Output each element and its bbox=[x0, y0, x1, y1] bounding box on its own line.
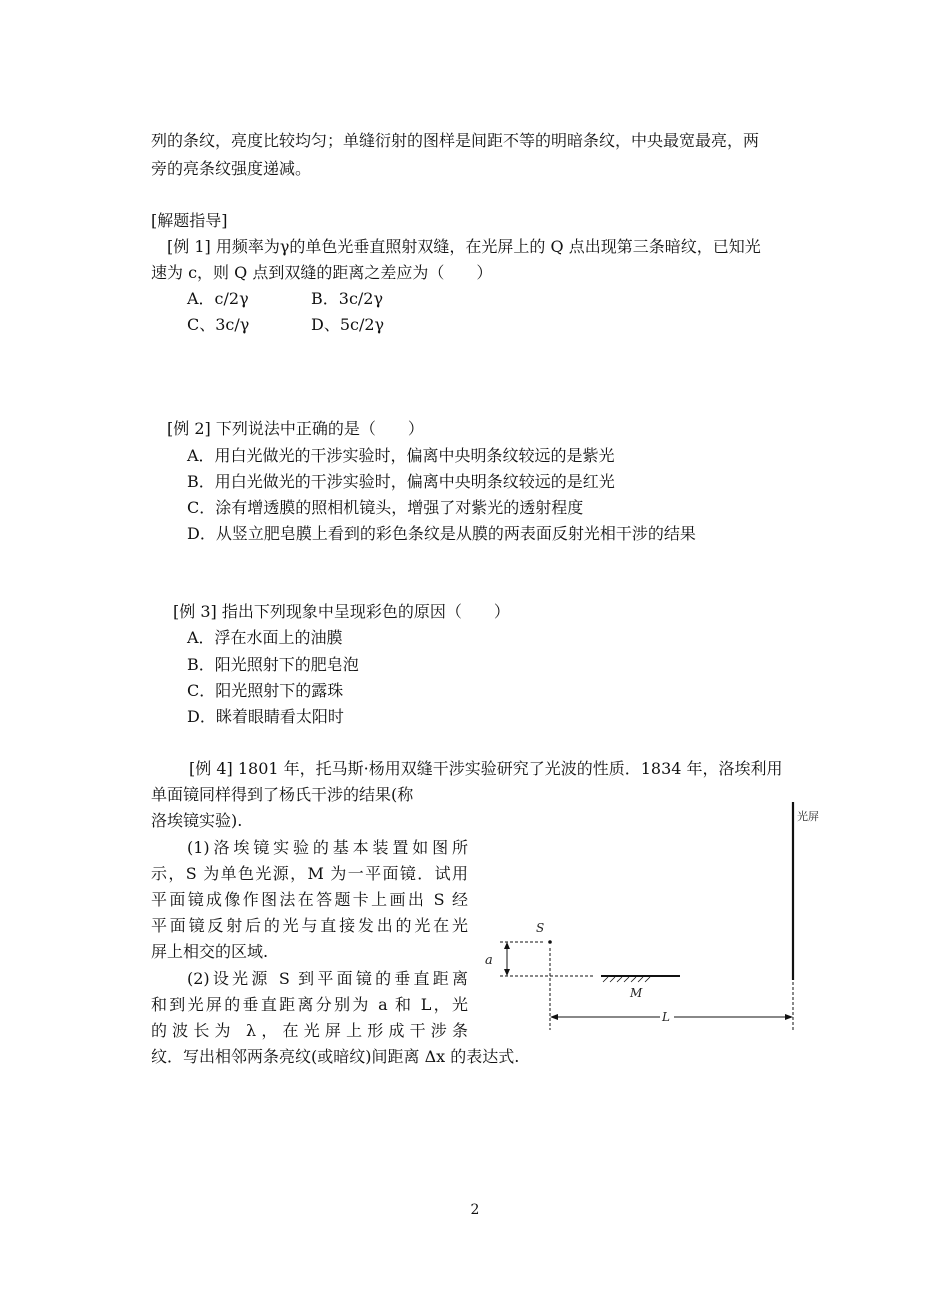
screen-label: 光屏 bbox=[797, 810, 819, 823]
L-label: L bbox=[662, 1010, 670, 1024]
example-4-line-1: [例 4] 1801 年，托马斯·杨用双缝干涉实验研究了光波的性质．1834 年，洛埃利用 bbox=[189, 759, 783, 778]
example-4-line-12: 纹．写出相邻两条亮纹(或暗纹)间距离 Δx 的表达式. bbox=[151, 1047, 520, 1066]
example-4-line-10: 和到光屏的垂直距离分别为 a 和 L，光 bbox=[151, 995, 468, 1014]
example-1-option-b: B．3c/2γ bbox=[311, 289, 384, 308]
section-title: [解题指导] bbox=[151, 211, 228, 230]
example-3-option-a: A．浮在水面上的油膜 bbox=[187, 628, 343, 647]
example-3-option-d: D．眯着眼睛看太阳时 bbox=[187, 707, 344, 726]
example-4-line-7: 平面镜反射后的光与直接发出的光在光 bbox=[151, 916, 468, 935]
L-arrow-left bbox=[550, 1014, 558, 1020]
example-4-line-6: 平面镜成像作图法在答题卡上画出 S 经 bbox=[151, 890, 468, 909]
example-3-option-c: C．阳光照射下的露珠 bbox=[187, 681, 344, 700]
example-1-option-c: C、3c/γ bbox=[187, 315, 250, 334]
example-1-question-line-1: [例 1] 用频率为γ的单色光垂直照射双缝，在光屏上的 Q 点出现第三条暗纹，已知光 bbox=[167, 237, 761, 256]
example-2-option-d: D．从竖立肥皂膜上看到的彩色条纹是从膜的两表面反射光相干涉的结果 bbox=[187, 524, 696, 543]
intro-line-1: 列的条纹，亮度比较均匀；单缝衍射的图样是间距不等的明暗条纹，中央最宽最亮，两 bbox=[151, 131, 760, 150]
source-label: S bbox=[536, 921, 545, 935]
mirror-hatching bbox=[603, 977, 650, 982]
example-4-line-3: 洛埃镜实验). bbox=[151, 811, 243, 830]
example-2-option-c: C．涂有增透膜的照相机镜头，增强了对紫光的透射程度 bbox=[187, 498, 584, 517]
intro-line-2: 旁的亮条纹强度递减。 bbox=[151, 159, 312, 178]
example-4-line-2: 单面镜同样得到了杨氏干涉的结果(称 bbox=[151, 785, 414, 804]
example-3-option-b: B．阳光照射下的肥皂泡 bbox=[187, 655, 359, 674]
example-2-option-b: B．用白光做光的干涉实验时，偏离中央明条纹较远的是红光 bbox=[187, 472, 615, 491]
lloyd-mirror-figure bbox=[470, 790, 830, 1050]
L-arrow-right bbox=[785, 1014, 793, 1020]
example-2-option-a: A．用白光做光的干涉实验时，偏离中央明条纹较远的是紫光 bbox=[187, 446, 615, 465]
example-1-option-a: A．c/2γ bbox=[187, 289, 249, 308]
example-4-line-5: 示，S 为单色光源，M 为一平面镜．试用 bbox=[151, 864, 468, 883]
example-2-question: [例 2] 下列说法中正确的是（ ） bbox=[167, 419, 424, 438]
example-3-question: [例 3] 指出下列现象中呈现彩色的原因（ ） bbox=[173, 602, 510, 621]
example-1-option-d: D、5c/2γ bbox=[311, 315, 385, 334]
a-arrow-down bbox=[504, 969, 510, 976]
light-source bbox=[548, 940, 552, 944]
example-4-line-9: (2)设光源 S 到平面镜的垂直距离 bbox=[187, 969, 468, 988]
example-4-line-4: (1)洛埃镜实验的基本装置如图所 bbox=[187, 838, 468, 857]
a-label: a bbox=[485, 953, 493, 968]
example-4-line-8: 屏上相交的区域. bbox=[151, 942, 269, 961]
page-number: 2 bbox=[470, 1202, 480, 1218]
a-arrow-up bbox=[504, 942, 510, 949]
mirror-label: M bbox=[630, 986, 643, 1000]
example-1-question-line-2: 速为 c，则 Q 点到双缝的距离之差应为（ ） bbox=[151, 263, 493, 282]
example-4-line-11: 的波长为 λ，在光屏上形成干涉条 bbox=[151, 1021, 468, 1040]
